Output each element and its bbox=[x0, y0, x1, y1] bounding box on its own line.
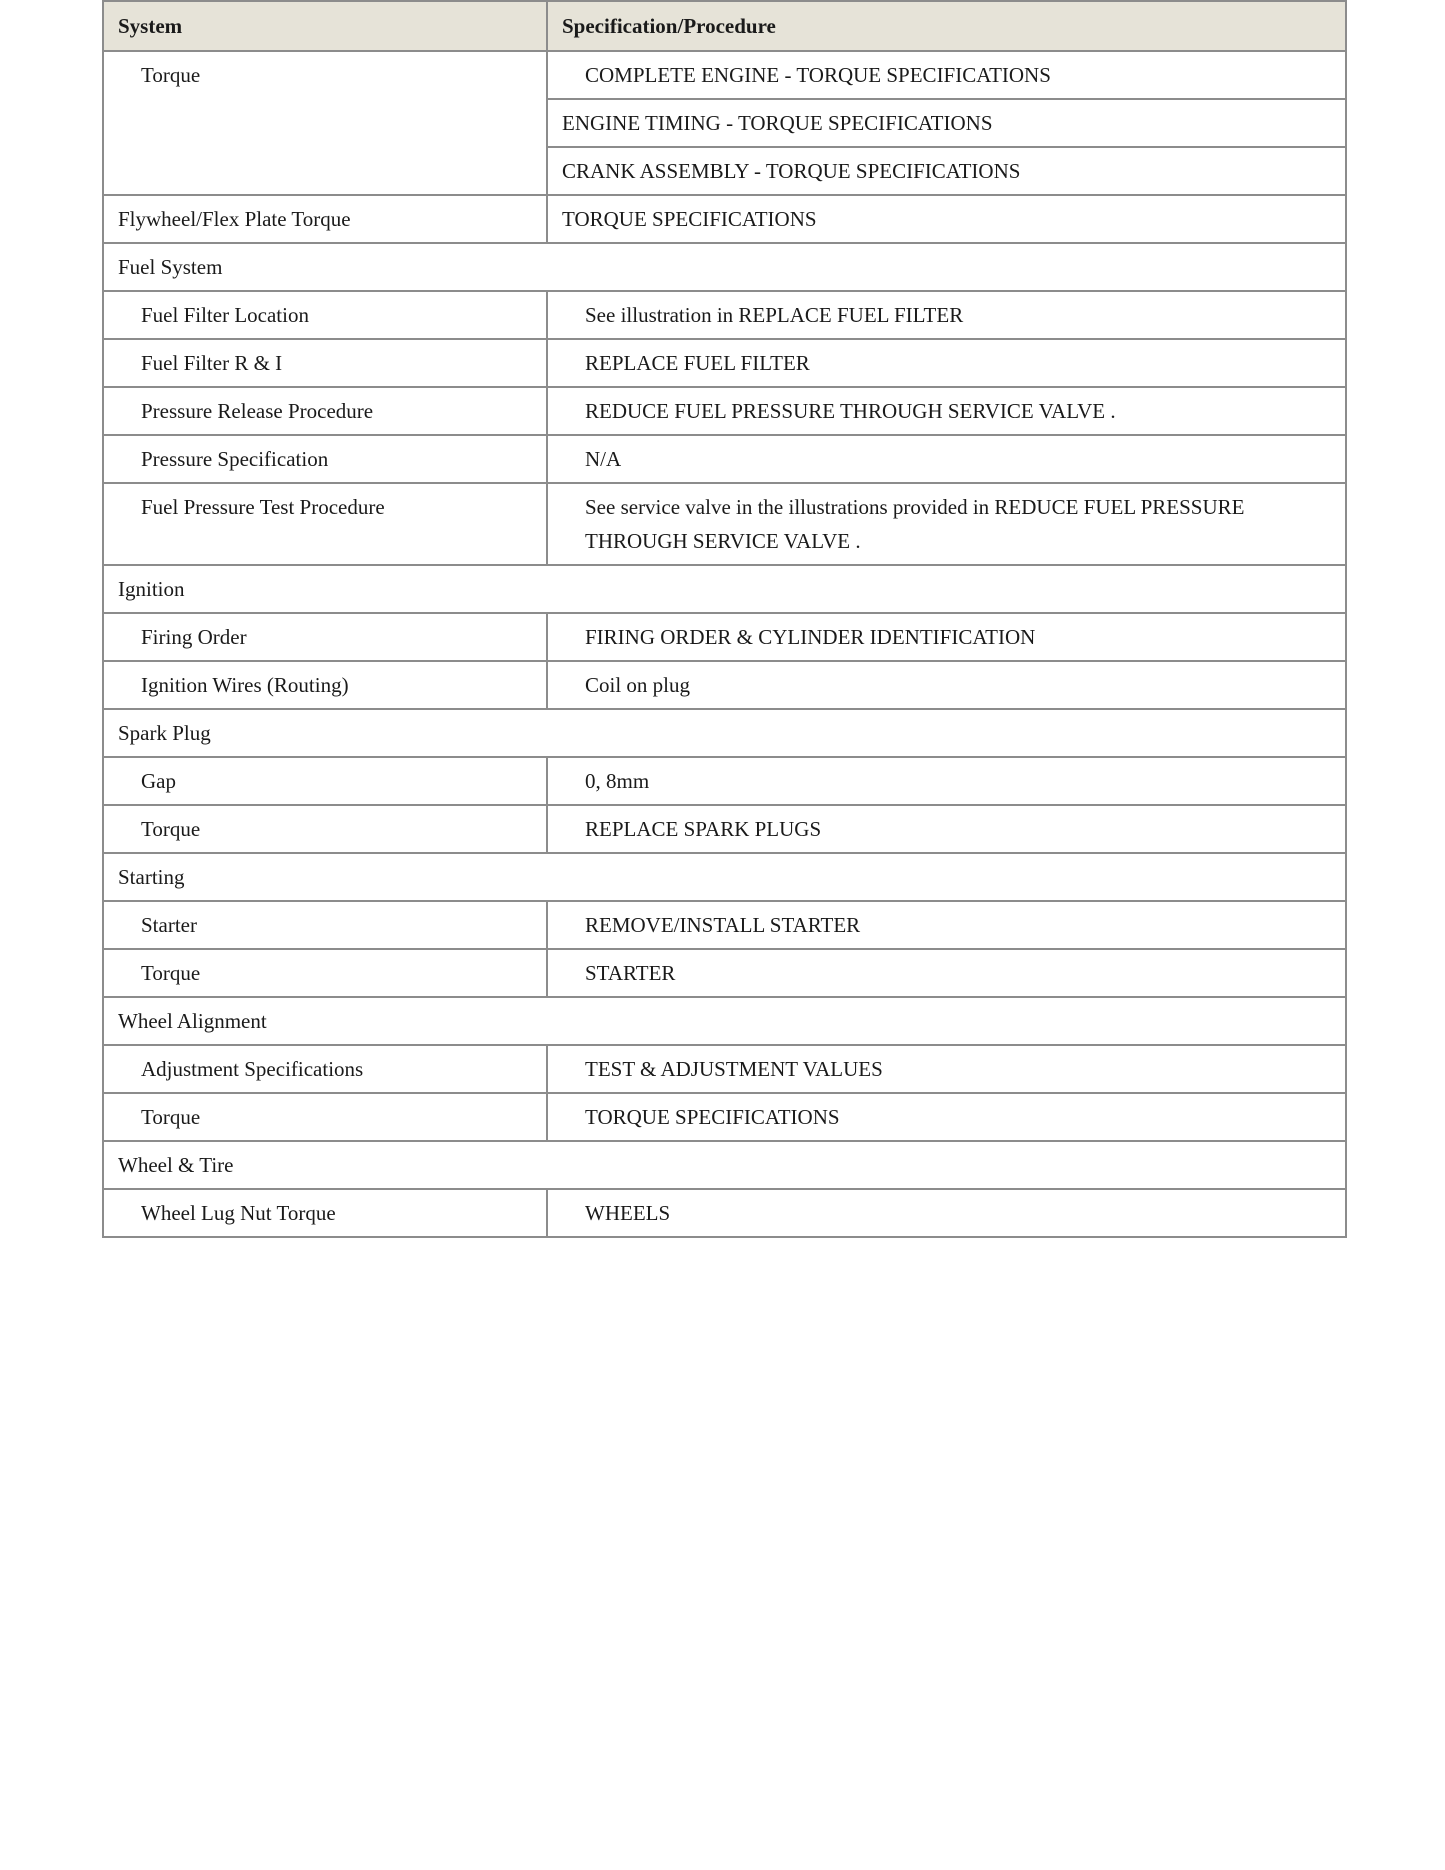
row-label: Firing Order bbox=[103, 613, 547, 661]
section-title: Ignition bbox=[103, 565, 1346, 613]
spec-table bbox=[102, 0, 1347, 1238]
section-row-starting bbox=[103, 853, 1346, 901]
table-row bbox=[103, 291, 1346, 339]
flywheel-label: Flywheel/Flex Plate Torque bbox=[103, 195, 547, 243]
table-row bbox=[103, 1093, 1346, 1141]
row-label: Fuel Filter Location bbox=[103, 291, 547, 339]
section-row-fuel-system bbox=[103, 243, 1346, 291]
section-row-wheel-tire bbox=[103, 1141, 1346, 1189]
row-label: Gap bbox=[103, 757, 547, 805]
table-row bbox=[103, 757, 1346, 805]
section-title: Starting bbox=[103, 853, 1346, 901]
engine-torque-label: Torque bbox=[103, 51, 547, 195]
table-row bbox=[103, 387, 1346, 435]
row-value: N/A bbox=[547, 435, 1346, 483]
table-row bbox=[103, 613, 1346, 661]
row-label: Pressure Specification bbox=[103, 435, 547, 483]
table-row bbox=[103, 51, 1346, 99]
row-label: Torque bbox=[103, 949, 547, 997]
row-value[interactable]: WHEELS bbox=[547, 1189, 1346, 1237]
table-row bbox=[103, 195, 1346, 243]
section-title: Wheel Alignment bbox=[103, 997, 1346, 1045]
section-title: Fuel System bbox=[103, 243, 1346, 291]
section-row-wheel-alignment bbox=[103, 997, 1346, 1045]
row-value[interactable]: REMOVE/INSTALL STARTER bbox=[547, 901, 1346, 949]
row-label: Starter bbox=[103, 901, 547, 949]
row-label: Torque bbox=[103, 805, 547, 853]
table-row bbox=[103, 1189, 1346, 1237]
engine-torque-spec[interactable]: COMPLETE ENGINE - TORQUE SPECIFICATIONS bbox=[547, 51, 1346, 99]
section-row-spark-plug bbox=[103, 709, 1346, 757]
row-label: Fuel Pressure Test Procedure bbox=[103, 483, 547, 565]
engine-torque-spec[interactable]: ENGINE TIMING - TORQUE SPECIFICATIONS bbox=[547, 99, 1346, 147]
flywheel-value[interactable]: TORQUE SPECIFICATIONS bbox=[547, 195, 1346, 243]
row-value[interactable]: STARTER bbox=[547, 949, 1346, 997]
row-value[interactable]: TORQUE SPECIFICATIONS bbox=[547, 1093, 1346, 1141]
section-title: Spark Plug bbox=[103, 709, 1346, 757]
row-label: Wheel Lug Nut Torque bbox=[103, 1189, 547, 1237]
row-value[interactable]: FIRING ORDER & CYLINDER IDENTIFICATION bbox=[547, 613, 1346, 661]
header-system: System bbox=[103, 1, 547, 51]
table-row bbox=[103, 1045, 1346, 1093]
row-value[interactable]: REDUCE FUEL PRESSURE THROUGH SERVICE VALVE . bbox=[547, 387, 1346, 435]
row-label: Pressure Release Procedure bbox=[103, 387, 547, 435]
engine-torque-spec[interactable]: CRANK ASSEMBLY - TORQUE SPECIFICATIONS bbox=[547, 147, 1346, 195]
header-row bbox=[103, 1, 1346, 51]
row-label: Adjustment Specifications bbox=[103, 1045, 547, 1093]
row-value[interactable]: TEST & ADJUSTMENT VALUES bbox=[547, 1045, 1346, 1093]
row-value[interactable]: REPLACE FUEL FILTER bbox=[547, 339, 1346, 387]
row-value: 0, 8mm bbox=[547, 757, 1346, 805]
section-row-ignition bbox=[103, 565, 1346, 613]
header-spec: Specification/Procedure bbox=[547, 1, 1346, 51]
table-row bbox=[103, 805, 1346, 853]
row-value[interactable]: See illustration in REPLACE FUEL FILTER bbox=[547, 291, 1346, 339]
table-row bbox=[103, 483, 1346, 565]
row-label: Fuel Filter R & I bbox=[103, 339, 547, 387]
table-row bbox=[103, 661, 1346, 709]
row-value[interactable]: See service valve in the illustrations provided in REDUCE FUEL PRESSURE THROUGH SERVICE VALVE . bbox=[547, 483, 1346, 565]
table-row bbox=[103, 435, 1346, 483]
table-row bbox=[103, 339, 1346, 387]
row-label: Ignition Wires (Routing) bbox=[103, 661, 547, 709]
row-label: Torque bbox=[103, 1093, 547, 1141]
row-value[interactable]: REPLACE SPARK PLUGS bbox=[547, 805, 1346, 853]
section-title: Wheel & Tire bbox=[103, 1141, 1346, 1189]
table-row bbox=[103, 901, 1346, 949]
table-row bbox=[103, 949, 1346, 997]
row-value: Coil on plug bbox=[547, 661, 1346, 709]
